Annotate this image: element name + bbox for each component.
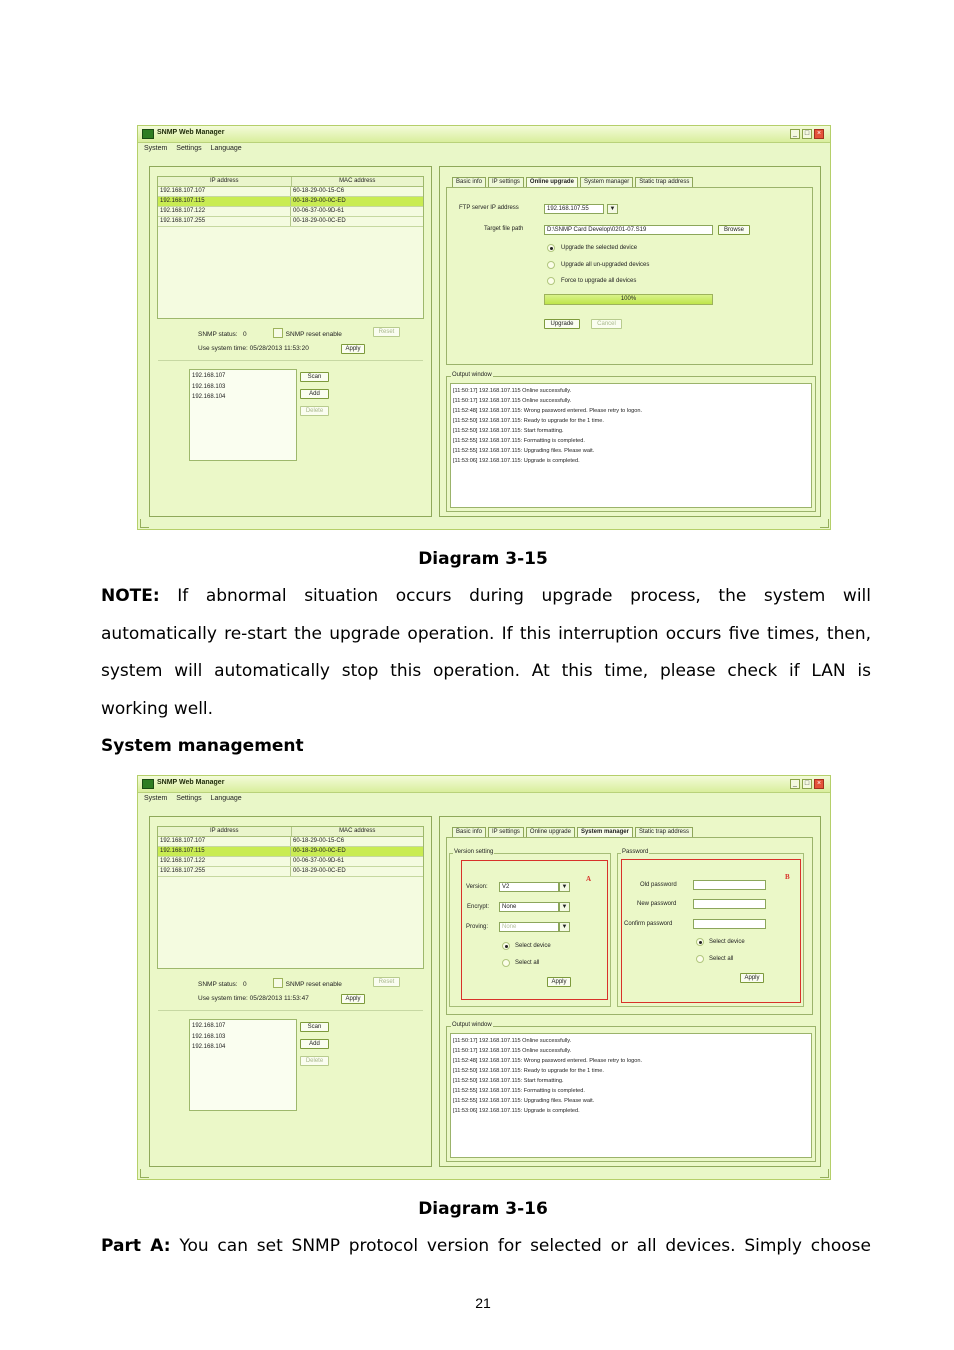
table-row[interactable]	[158, 207, 423, 217]
snmp-reset-checkbox[interactable]	[273, 328, 283, 338]
ip-cell: 192.168.107.115	[158, 197, 291, 206]
proving-select[interactable]: None	[499, 922, 559, 932]
scan-button[interactable]: Scan	[300, 372, 329, 382]
log-line: [11:50:17] 192.168.107.115 Online successfully.	[453, 398, 572, 404]
delete-button[interactable]: Delete	[300, 1056, 329, 1066]
app-icon	[142, 129, 154, 139]
list-item[interactable]: 192.168.107	[192, 373, 226, 379]
table-row-selected[interactable]	[158, 847, 423, 857]
apply-version-button[interactable]: Apply	[547, 977, 571, 987]
chevron-down-icon[interactable]: ▼	[559, 922, 570, 932]
chevron-down-icon[interactable]: ▼	[559, 902, 570, 912]
log-line: [11:53:06] 192.168.107.115: Upgrade is completed.	[453, 1108, 580, 1114]
log-line: [11:50:17] 192.168.107.115 Online successfully.	[453, 1048, 572, 1054]
system-manager-panel	[446, 837, 813, 1015]
version-select[interactable]: V2	[499, 882, 559, 892]
screenshot-system-manager	[137, 775, 831, 1180]
new-password-field[interactable]	[693, 899, 766, 909]
close-icon[interactable]: ×	[814, 779, 824, 789]
ftp-server-select[interactable]: 192.168.107.55	[544, 204, 604, 214]
title-bar	[138, 126, 830, 143]
use-system-time-label: Use system time:	[198, 995, 248, 1002]
ip-cell: 192.168.107.122	[158, 207, 291, 216]
ip-segment-list[interactable]	[189, 1019, 297, 1111]
scan-button[interactable]: Scan	[300, 1022, 329, 1032]
screenshot-online-upgrade	[137, 125, 831, 530]
ip-cell: 192.168.107.122	[158, 857, 291, 866]
log-line: [11:50:17] 192.168.107.115 Online successfully.	[453, 1038, 572, 1044]
log-line: [11:52:48] 192.168.107.115: Wrong password entered. Please retry to logon.	[453, 408, 643, 414]
upgrade-button[interactable]: Upgrade	[544, 319, 580, 329]
use-system-time-label: Use system time:	[198, 345, 248, 352]
snmp-status-value: 0	[243, 981, 247, 988]
table-header	[158, 827, 423, 837]
table-row[interactable]	[158, 837, 423, 847]
version-label: Version:	[466, 884, 488, 890]
part-a-line	[101, 1228, 871, 1266]
encrypt-select[interactable]: None	[499, 902, 559, 912]
output-window-label: Output window	[452, 372, 492, 378]
tab-ip-settings[interactable]: IP settings	[488, 177, 524, 188]
ip-cell: 192.168.107.107	[158, 837, 291, 846]
chevron-down-icon[interactable]: ▼	[607, 204, 618, 214]
ip-cell: 192.168.107.255	[158, 867, 291, 876]
tab-static-trap-address[interactable]: Static trap address	[635, 177, 693, 188]
version-setting-legend: Version setting	[454, 849, 494, 855]
resize-corner[interactable]	[820, 1169, 829, 1178]
add-button[interactable]: Add	[300, 1039, 329, 1049]
apply-password-button[interactable]: Apply	[740, 973, 764, 983]
column-mac-address[interactable]: MAC address	[339, 828, 376, 834]
note-line-3: system will automatically stop this operation. At this time, please check if LAN is	[101, 661, 871, 681]
output-window	[446, 372, 816, 512]
menu-bar	[144, 145, 249, 152]
menu-system[interactable]: System	[144, 795, 168, 802]
diagram-caption-2: Diagram 3-16	[418, 1199, 548, 1219]
browse-button[interactable]: Browse	[718, 225, 750, 235]
tab-static-trap-address[interactable]: Static trap address	[635, 827, 693, 838]
old-password-label: Old password	[640, 882, 677, 888]
log-line: [11:52:50] 192.168.107.115: Start formatting.	[453, 428, 564, 434]
right-panel	[439, 816, 821, 1167]
encrypt-label: Encrypt:	[467, 904, 490, 910]
output-window	[446, 1022, 816, 1162]
system-time-line	[198, 995, 309, 1002]
snmp-status-label: SNMP status:	[198, 331, 238, 338]
app-title: SNMP Web Manager	[157, 129, 225, 136]
target-file-field[interactable]: D:\SNMP Card Develop\0201-07.S19	[544, 225, 713, 235]
table-row[interactable]	[158, 187, 423, 197]
system-time-value: 05/28/2013 11:53:47	[249, 995, 309, 1002]
ip-cell: 192.168.107.107	[158, 187, 291, 196]
ip-segment-list[interactable]	[189, 369, 297, 461]
proving-label: Proving:	[466, 924, 489, 930]
menu-language[interactable]: Language	[210, 145, 242, 152]
resize-corner	[140, 1169, 149, 1178]
close-icon[interactable]: ×	[814, 129, 824, 139]
new-password-label: New password	[637, 901, 677, 907]
system-time-line	[198, 345, 309, 352]
output-log[interactable]	[450, 1033, 812, 1158]
log-line: [11:52:48] 192.168.107.115: Wrong password entered. Please retry to logon.	[453, 1058, 643, 1064]
log-line: [11:52:50] 192.168.107.115: Start formatting.	[453, 1078, 564, 1084]
part-a-text: You can set SNMP protocol version for selected or all devices. Simply choose	[170, 1236, 871, 1256]
chevron-down-icon[interactable]: ▼	[559, 882, 570, 892]
upgrade-progress-bar: 100%	[544, 294, 713, 305]
diagram-caption-1: Diagram 3-15	[418, 549, 548, 569]
snmp-reset-checkbox[interactable]	[273, 978, 283, 988]
password-legend: Password	[622, 849, 649, 855]
list-item[interactable]: 192.168.104	[192, 1044, 226, 1050]
target-file-label: Target file path	[484, 226, 524, 232]
list-item[interactable]: 192.168.104	[192, 394, 226, 400]
system-time-value: 05/28/2013 11:53:20	[249, 345, 309, 352]
log-line: [11:52:50] 192.168.107.115: Ready to upgrade for the 1 time.	[453, 1068, 604, 1074]
radio-upgrade-unupgraded[interactable]	[547, 261, 555, 269]
ip-cell: 192.168.107.255	[158, 217, 291, 226]
title-bar	[138, 776, 830, 793]
label-b: B	[785, 873, 790, 881]
menu-language[interactable]: Language	[210, 795, 242, 802]
menu-settings[interactable]: Settings	[176, 795, 202, 802]
table-row[interactable]	[158, 867, 423, 877]
table-row-selected[interactable]	[158, 197, 423, 207]
radio-upgrade-selected-label: Upgrade the selected device	[561, 245, 638, 251]
column-ip-address[interactable]: IP address	[158, 827, 292, 836]
snmp-status-label: SNMP status:	[198, 981, 238, 988]
column-ip-address[interactable]: IP address	[158, 177, 292, 186]
radio-select-all-label: Select all	[515, 960, 540, 966]
table-row[interactable]	[158, 217, 423, 227]
old-password-field[interactable]	[693, 880, 766, 890]
snmp-reset-enable-label: SNMP reset enable	[285, 981, 342, 988]
confirm-password-label: Confirm password	[624, 921, 673, 927]
online-upgrade-panel	[446, 187, 813, 365]
left-panel	[149, 166, 432, 517]
reset-button[interactable]: Reset	[373, 977, 400, 987]
note-label: NOTE:	[101, 586, 160, 606]
log-line: [11:52:55] 192.168.107.115: Upgrading files. Please wait.	[453, 448, 595, 454]
add-button[interactable]: Add	[300, 389, 329, 399]
list-item[interactable]: 192.168.103	[192, 1033, 226, 1040]
list-item[interactable]: 192.168.107	[192, 1023, 226, 1029]
radio-select-all-password[interactable]	[696, 955, 704, 963]
snmp-status-value: 0	[243, 331, 247, 338]
device-table	[157, 826, 424, 969]
apply-time-button[interactable]: Apply	[341, 344, 365, 354]
resize-corner[interactable]	[820, 519, 829, 528]
minimize-icon[interactable]: _	[790, 779, 800, 789]
device-table	[157, 176, 424, 319]
note-text-1: If abnormal situation occurs during upgrade process, the system will	[159, 586, 871, 606]
cancel-button[interactable]: Cancel	[591, 319, 622, 329]
apply-time-button[interactable]: Apply	[341, 994, 365, 1004]
maximize-icon[interactable]: □	[802, 129, 812, 139]
log-line: [11:52:55] 192.168.107.115: Upgrading files. Please wait.	[453, 1098, 595, 1104]
page-number: 21	[475, 1295, 491, 1311]
output-window-label: Output window	[452, 1022, 492, 1028]
reset-button[interactable]: Reset	[373, 327, 400, 337]
section-heading: System management	[101, 736, 304, 756]
resize-corner	[140, 519, 149, 528]
ip-cell: 192.168.107.115	[158, 847, 291, 856]
radio-force-upgrade-label: Force to upgrade all devices	[561, 278, 637, 284]
table-row[interactable]	[158, 857, 423, 867]
log-line: [11:50:17] 192.168.107.115 Online successfully.	[453, 388, 572, 394]
label-a: A	[586, 875, 592, 883]
divider	[158, 360, 423, 361]
note-line-4: working well.	[101, 698, 214, 719]
column-mac-address[interactable]: MAC address	[339, 178, 376, 184]
list-item[interactable]: 192.168.103	[192, 383, 226, 390]
divider	[158, 1010, 423, 1011]
radio-select-device-password-label: Select device	[709, 939, 745, 945]
tab-online-upgrade[interactable]: Online upgrade	[526, 177, 578, 188]
log-line: [11:52:55] 192.168.107.115: Formatting is completed.	[453, 438, 585, 444]
radio-select-device[interactable]	[502, 942, 510, 950]
part-a-paragraph	[101, 1228, 871, 1266]
tab-system-manager[interactable]: System manager	[580, 177, 633, 188]
maximize-icon[interactable]: □	[802, 779, 812, 789]
menu-system[interactable]: System	[144, 145, 168, 152]
menu-bar	[144, 795, 249, 802]
minimize-icon[interactable]: _	[790, 129, 800, 139]
part-a-label: Part A:	[101, 1236, 171, 1256]
radio-select-device-password[interactable]	[696, 938, 704, 946]
note-line-1	[101, 578, 871, 616]
radio-select-all[interactable]	[502, 959, 510, 967]
log-line: [11:52:50] 192.168.107.115: Ready to upgrade for the 1 time.	[453, 418, 604, 424]
output-log[interactable]	[450, 383, 812, 508]
tab-basic-info[interactable]: Basic info	[452, 177, 486, 188]
ftp-server-label: FTP server IP address	[459, 205, 519, 211]
snmp-status-line	[198, 978, 342, 988]
menu-settings[interactable]: Settings	[176, 145, 202, 152]
app-icon	[142, 779, 154, 789]
mac-cell: 00-18-29-00-0C-ED	[293, 848, 346, 854]
note-paragraph	[101, 578, 871, 728]
snmp-reset-enable-label: SNMP reset enable	[285, 331, 342, 338]
radio-select-device-label: Select device	[515, 943, 551, 949]
mac-cell: 00-18-29-00-0C-ED	[293, 868, 346, 874]
radio-force-upgrade[interactable]	[547, 277, 555, 285]
table-header	[158, 177, 423, 187]
mac-cell: 00-18-29-00-0C-ED	[293, 198, 346, 204]
log-line: [11:52:55] 192.168.107.115: Formatting is completed.	[453, 1088, 585, 1094]
app-title: SNMP Web Manager	[157, 779, 225, 786]
tab-system-manager[interactable]: System manager	[577, 827, 633, 838]
confirm-password-field[interactable]	[693, 919, 766, 929]
mac-cell: 60-18-29-00-15-C6	[293, 838, 345, 844]
tab-basic-info[interactable]: Basic info	[452, 827, 486, 838]
note-line-2: automatically re-start the upgrade operation. If this interruption occurs five times, then,	[101, 623, 871, 644]
radio-upgrade-unupgraded-label: Upgrade all un-upgraded devices	[561, 262, 650, 268]
tab-online-upgrade[interactable]: Online upgrade	[526, 827, 575, 838]
mac-cell: 00-06-37-00-9D-61	[293, 208, 345, 214]
delete-button[interactable]: Delete	[300, 406, 329, 416]
log-line: [11:53:06] 192.168.107.115: Upgrade is completed.	[453, 458, 580, 464]
right-panel	[439, 166, 821, 517]
tab-ip-settings[interactable]: IP settings	[488, 827, 524, 838]
mac-cell: 00-06-37-00-9D-61	[293, 858, 345, 864]
left-panel	[149, 816, 432, 1167]
radio-upgrade-selected[interactable]	[547, 244, 555, 252]
radio-select-all-password-label: Select all	[709, 956, 734, 962]
mac-cell: 00-18-29-00-0C-ED	[293, 218, 346, 224]
mac-cell: 60-18-29-00-15-C6	[293, 188, 345, 194]
snmp-status-line	[198, 328, 342, 338]
